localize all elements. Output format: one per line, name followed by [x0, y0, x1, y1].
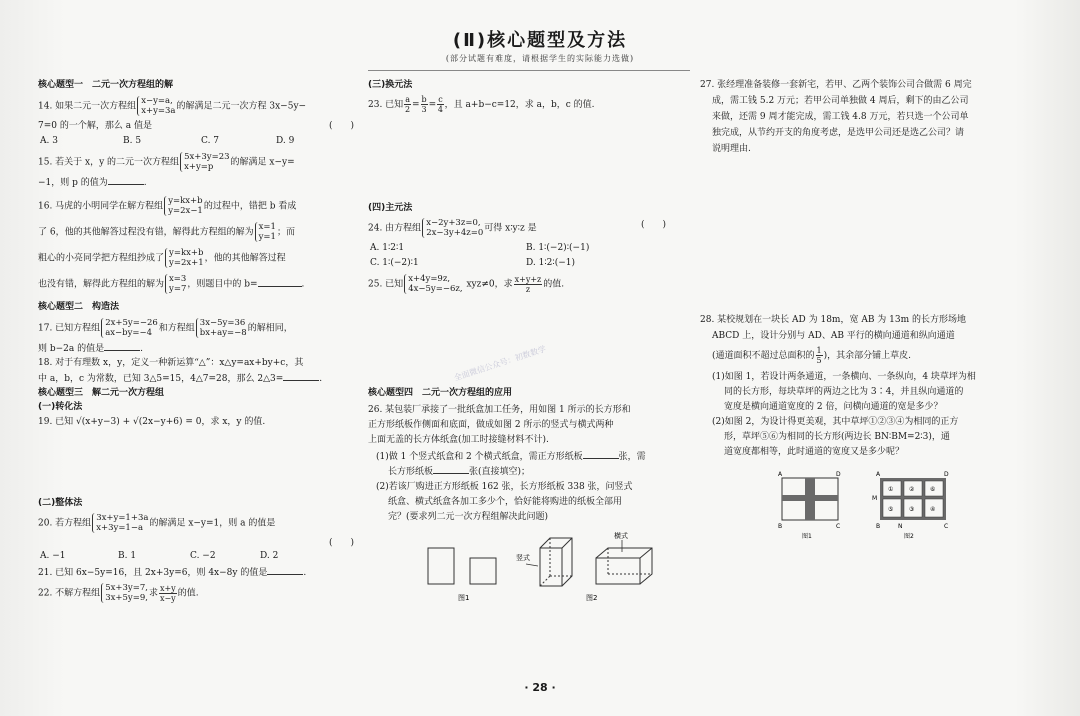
square-board	[470, 558, 496, 584]
subsection-1: (一)转化法	[38, 402, 83, 412]
svg-text:B: B	[876, 523, 881, 530]
svg-text:D: D	[836, 471, 841, 478]
horizontal-label: 横式	[614, 532, 628, 540]
answer-blank[interactable]	[258, 277, 302, 287]
question-28: 28. 某校规划在一块长 AD 为 18m，宽 AB 为 13m 的长方形场地	[700, 315, 967, 325]
column-3: 27. 张经理准备装修一套新宅，若甲、乙两个装饰公司合做需 6 周完 成，需工钱 5.2 万元；若甲公司单独做 4 周后，剩下的由乙公司 来做，还需 9 周才能完成，需工钱 4.8 万元，若只选一个公司单 独完成，从节约开支的角度考虑，是选甲公司还是选乙公司？请 说明理由. 28. 某校规划在一块长 AD 为 18m，宽 AB 为 13m 的长方形场地 ABCD 上，设计分别与 AD、AB 平行的横向通道和纵向通道 (通道面积不超过总面积的 $\frac{1}{5}$ )，其余部分铺上草皮. (1)如图 1，若设计两条通道，一条横向、一条纵向，4 块草坪为相 同的长方形，每块草坪的两边之比为 3∶4，并且纵向通道的 宽度是横向通道宽度的 2 倍，问横向通道的宽是多少？ (2)如图 2，为设计得更美观，其中草坪①②③④为相同的正方 形，草坪⑤⑥为相同的长方形(两边长 BN∶BM=2∶3)，通 道宽度都相等，此时通道的宽度又是多少呢？ A D B C 图1 ① ② ⑥ ⑤ ③ ④ A D M B N C 图2	[700, 80, 976, 540]
answer-blank[interactable]	[433, 464, 469, 474]
vertical-box	[540, 538, 572, 586]
fig2-label: 图2	[586, 594, 598, 602]
svg-text:①: ①	[888, 486, 894, 493]
page-number: · 28 ·	[524, 681, 556, 694]
question-25: 25. 已知 x+4y=9z, 4x−5y=−6z, xyz≠0，求 $\frac{x+y+z}{z}$ 的值.	[368, 274, 565, 294]
answer-blank[interactable]	[104, 341, 140, 351]
title-rule	[368, 70, 690, 71]
svg-text:M: M	[872, 495, 878, 502]
field-figures	[772, 470, 962, 542]
page-title: (Ⅱ)核心题型及方法	[452, 30, 628, 51]
svg-text:C: C	[836, 523, 841, 530]
question-18: 18. 对于有理数 x，y，定义一种新运算“△”：x△y=ax+by+c，其	[38, 358, 304, 368]
section-heading-4: 核心题型四 二元一次方程组的应用	[368, 388, 513, 398]
svg-text:⑤: ⑤	[888, 506, 894, 513]
column-1: 核心题型一 二元一次方程组的解 14. 如果二元一次方程组 x−y=a, x+y=3a 的解满足二元一次方程 3x−5y− 7=0 的一个解，那么 a 值是 ( ) A. 3 B. 5 C. 7 D. 9 15. 若关于 x，y 的二元一次方程组 5x+3y=23 x+y=p 的解满足 x−y= −1，则 p 的值为 . 16. 马虎的小明同学在解方程组 y=kx+b y=2x−1 的过程中，错把 b 看成 了 6，他的其他解答过程没有错，解得此方程组的解为 x=1 y=1 ；而 粗心的小亮同学把方程组抄成了 y=kx+b y=2x+1 ，他的其他解答过程 也没有错，解得此方程组的解为 x=3 y=7 ，则题目中的 b= . 核心题型二 构造法 17. 已知方程组 2x+5y=−26 ax−by=−4 和方程组 3x−5y=36 bx+ay=−8 的解相同， 则 b−2a 的值是 . 18. 对于有理数 x，y，定义一种新运算“△”：x△y=ax+by+c，其 中 a，b，c 为常数，已知 3△5=15，4△7=28，那么 2△3= . 核心题型三 解二元一次方程组 (一)转化法 19. 已知 √(x+y−3) + √(2x−y+6) = 0，求 x，y 的值. (二)整体法 20. 若方程组 3x+y=1+3a x+3y=1−a 的解满足 x−y=1，则 a 的值是 ( ) A. −1 B. 1 C. −2 D. 2 21. 已知 6x−5y=16，且 2x+3y=6，则 4x−8y 的值是 . 22. 不解方程组 5x+3y=7, 3x+5y=9, 求 $\frac{x+y}{x-y}$ 的值.	[38, 80, 354, 603]
svg-text:③: ③	[909, 506, 915, 513]
rectangle-board	[428, 548, 454, 584]
svg-text:B: B	[778, 523, 783, 530]
answer-blank[interactable]	[583, 449, 619, 459]
vertical-path	[805, 478, 815, 520]
section-heading-3: 核心题型三 解二元一次方程组	[38, 388, 165, 398]
question-26: 26. 某包装厂承接了一批纸盒加工任务，用如图 1 所示的长方形和	[368, 405, 631, 415]
fig1-label: 图1	[458, 594, 470, 602]
svg-text:A: A	[778, 471, 783, 478]
subsection-4: (四)主元法	[368, 203, 413, 213]
question-21: 21. 已知 6x−5y=16，且 2x+3y=6，则 4x−8y 的值是 .	[38, 565, 306, 581]
question-23: 23. 已知 $\frac{a}{2}$ = $\frac{b}{3}$ = $\frac{c}{4}$ ，且 a+b−c=12，求 a，b，c 的值.	[368, 95, 595, 114]
answer-blank[interactable]	[283, 371, 319, 381]
watermark-text: 全面微信公众号：初数数学	[452, 344, 548, 383]
answer-paren: ( )	[640, 220, 666, 230]
equation-system: x−y=a, x+y=3a	[137, 96, 175, 116]
question-14: 14. 如果二元一次方程组 x−y=a, x+y=3a 的解满足二元一次方程 3x−5y−	[38, 96, 307, 116]
answer-blank[interactable]	[267, 565, 303, 575]
column-2: (三)换元法 23. 已知 $\frac{a}{2}$ = $\frac{b}{3}$ = $\frac{c}{4}$ ，且 a+b−c=12，求 a，b，c 的值. (四)主元法 24. 由方程组 x−2y+3z=0, 2x−3y+4z=0 可得 x∶y∶z 是 ( ) A. 1∶2∶1 B. 1∶(−2)∶(−1) C. 1∶(−2)∶1 D. 1∶2∶(−1) 25. 已知 x+4y=9z, 4x−5y=−6z, xyz≠0，求 $\frac{x+y+z}{z}$ 的值. 核心题型四 二元一次方程组的应用 26. 某包装厂承接了一批纸盒加工任务，用如图 1 所示的长方形和 正方形纸板作侧面和底面，做成如图 2 所示的竖式与横式两种 上面无盖的长方体纸盒(加工时接缝材料不计). (1)做 1 个竖式纸盒和 2 个横式纸盒，需正方形纸板 张，需 长方形纸板 张(直接填空)； (2)若该厂购进正方形纸板 162 张，长方形纸板 338 张，问竖式 纸盒、横式纸盒各加工多少个，恰好能将购进的纸板全部用 完？(要求列二元一次方程组解决此问题) 图1 竖式 横式 图2	[368, 78, 690, 678]
svg-text:④: ④	[930, 506, 936, 513]
question-19: 19. 已知 √(x+y−3) + √(2x−y+6) = 0，求 x，y 的值.	[38, 417, 266, 427]
answer-paren: ( )	[328, 538, 354, 548]
svg-text:A: A	[876, 471, 881, 478]
subsection-3: (三)换元法	[368, 80, 413, 90]
box-figures	[418, 530, 678, 605]
vertical-label: 竖式	[516, 554, 530, 562]
question-20: 20. 若方程组 3x+y=1+3a x+3y=1−a 的解满足 x−y=1，则 a 的值是	[38, 513, 276, 533]
subsection-2: (二)整体法	[38, 498, 83, 508]
answer-paren: ( )	[328, 121, 354, 131]
section-heading-2: 核心题型二 构造法	[38, 302, 120, 312]
svg-text:N: N	[898, 523, 903, 530]
answer-blank[interactable]	[108, 175, 144, 185]
horizontal-box	[596, 548, 652, 584]
fig2-label: 图2	[904, 533, 914, 540]
fig1-label: 图1	[802, 533, 812, 540]
question-24: 24. 由方程组 x−2y+3z=0, 2x−3y+4z=0 可得 x∶y∶z 是 ( )	[368, 218, 666, 238]
question-16: 16. 马虎的小明同学在解方程组 y=kx+b y=2x−1 的过程中，错把 b 看成	[38, 196, 297, 216]
equation-system: 5x+3y=23 x+y=p	[180, 152, 229, 172]
question-15: 15. 若关于 x，y 的二元一次方程组 5x+3y=23 x+y=p 的解满足 x−y=	[38, 152, 295, 172]
question-17: 17. 已知方程组 2x+5y=−26 ax−by=−4 和方程组 3x−5y=36 bx+ay=−8 的解相同，	[38, 318, 293, 338]
svg-text:②: ②	[909, 486, 915, 493]
question-27: 27. 张经理准备装修一套新宅，若甲、乙两个装饰公司合做需 6 周完	[700, 80, 972, 90]
question-22: 22. 不解方程组 5x+3y=7, 3x+5y=9, 求 $\frac{x+y}{x-y}$ 的值.	[38, 583, 199, 603]
page-subtitle: (部分试题有难度，请根据学生的实际能力选做)	[445, 54, 635, 63]
svg-text:⑥: ⑥	[930, 486, 936, 493]
svg-text:D: D	[944, 471, 949, 478]
svg-text:C: C	[944, 523, 949, 530]
section-heading-1: 核心题型一 二元一次方程组的解	[38, 80, 174, 90]
